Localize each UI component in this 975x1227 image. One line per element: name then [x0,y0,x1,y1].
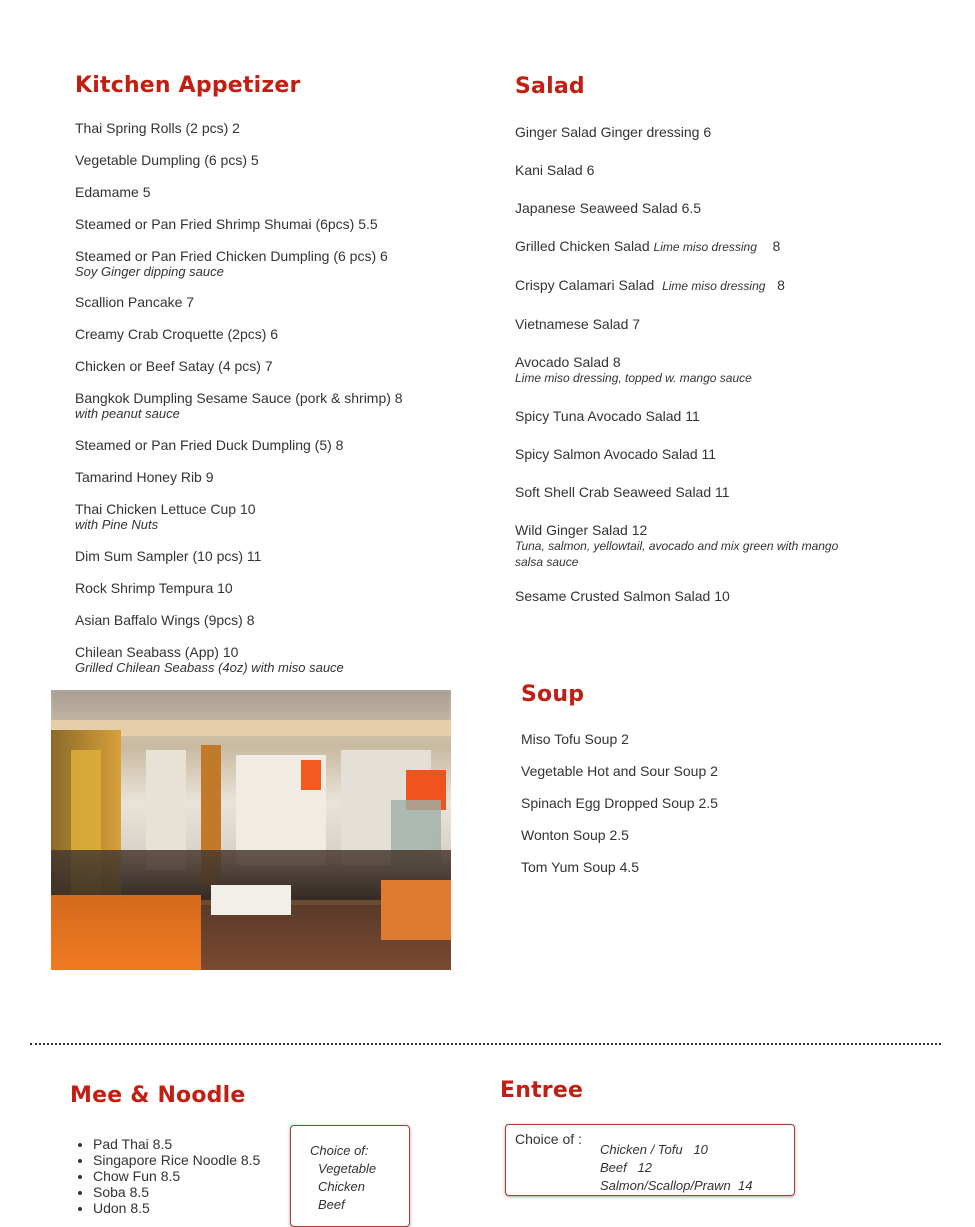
appetizer-item [75,184,150,200]
list-item: • Udon 8.5 [93,1200,260,1216]
item-note: Tuna, salmon, yellowtail, avocado and mix green with mango salsa sauce [515,539,839,569]
choice-label: Choice of: [310,1143,369,1158]
noodle-choice-box [290,1125,410,1227]
item-name: Tamarind Honey Rib 9 [75,469,214,485]
item-name: Thai Spring Rolls (2 pcs) 2 [75,120,240,136]
item-name: Dim Sum Sampler (10 pcs) 11 [75,548,262,564]
item-name: Grilled Chicken Salad [515,238,654,254]
item-name: Bangkok Dumpling Sesame Sauce (pork & shrimp) 8 [75,390,403,406]
item-name: Wild Ginger Salad 12 [515,522,648,538]
item-name: Steamed or Pan Fried Chicken Dumpling (6 pcs) 6 [75,248,388,264]
entree-heading: Entree [500,1078,584,1103]
soup-item: Spinach Egg Dropped Soup 2.5 [521,795,718,811]
list-item: • Soba 8.5 [93,1184,260,1200]
item-note: with peanut sauce [75,406,180,421]
item-name: Rock Shrimp Tempura 10 [75,580,233,596]
choice-option: Chicken [318,1179,365,1194]
list-item: • Singapore Rice Noodle 8.5 [93,1152,260,1168]
choice-option: Chicken / Tofu 10 [600,1142,708,1157]
appetizer-item [75,548,261,564]
choice-option: Salmon/Scallop/Prawn 14 [600,1178,753,1193]
appetizer-item [75,612,255,628]
item-name: Steamed or Pan Fried Duck Dumpling (5) 8 [75,437,344,453]
appetizer-heading: Kitchen Appetizer [75,73,301,98]
salad-item [515,354,855,386]
item-name: Spicy Salmon Avocado Salad 11 [515,446,717,462]
appetizer-item [75,644,344,675]
item-name: Spicy Tuna Avocado Salad 11 [515,408,700,424]
appetizer-item [75,437,343,453]
salad-item [515,277,785,294]
item-name: Edamame 5 [75,184,151,200]
item-price: 8 [756,238,781,254]
choice-option: Beef 12 [600,1160,653,1175]
soup-heading: Soup [521,682,585,707]
item-name: Creamy Crab Croquette (2pcs) 6 [75,326,279,342]
item-inline-note: Lime miso dressing [653,240,757,254]
item-inline-note: Lime miso dressing [662,279,766,293]
item-name: Crispy Calamari Salad [515,277,663,293]
item-note: Soy Ginger dipping sauce [75,264,224,279]
item-note: Grilled Chilean Seabass (4oz) with miso sauce [75,660,344,675]
item-note: with Pine Nuts [75,517,159,532]
appetizer-item [75,120,240,136]
choice-option: Vegetable [318,1161,377,1176]
list-item: • Chow Fun 8.5 [93,1168,260,1184]
salad-item [515,446,716,462]
item-name: Sesame Crusted Salmon Salad 10 [515,588,730,604]
salad-item [515,588,730,604]
item-name: Scallion Pancake 7 [75,294,195,310]
appetizer-item [75,152,259,168]
item-name: Vietnamese Salad 7 [515,316,641,332]
choice-label: Choice of : [515,1131,582,1147]
salad-heading: Salad [515,74,585,99]
appetizer-item [75,580,233,596]
item-name: Japanese Seaweed Salad 6.5 [515,200,702,216]
salad-item [515,522,855,570]
choice-option: Beef [318,1197,345,1212]
item-name: Vegetable Dumpling (6 pcs) 5 [75,152,259,168]
salad-item [515,162,594,178]
salad-item [515,238,780,255]
appetizer-item [75,390,403,421]
item-name: Soft Shell Crab Seaweed Salad 11 [515,484,730,500]
item-name: Asian Baffalo Wings (9pcs) 8 [75,612,255,628]
item-name: Chicken or Beef Satay (4 pcs) 7 [75,358,273,374]
noodle-heading: Mee & Noodle [70,1083,246,1108]
item-name: Ginger Salad Ginger dressing 6 [515,124,712,140]
appetizer-item [75,469,214,485]
appetizer-item [75,216,378,232]
item-name: Thai Chicken Lettuce Cup 10 [75,501,256,517]
item-name: Chilean Seabass (App) 10 [75,644,239,660]
appetizer-item [75,358,273,374]
appetizer-item [75,326,278,342]
item-name: Kani Salad 6 [515,162,595,178]
appetizer-item [75,248,388,279]
noodle-list [93,1136,260,1216]
salad-item [515,124,711,140]
list-item: • Pad Thai 8.5 [93,1136,260,1152]
soup-item: Wonton Soup 2.5 [521,827,629,843]
item-name: Steamed or Pan Fried Shrimp Shumai (6pcs) 5.5 [75,216,378,232]
item-name: Avocado Salad 8 [515,354,621,370]
appetizer-item [75,294,194,310]
restaurant-interior-photo [51,690,451,970]
appetizer-item [75,501,256,532]
item-note: Lime miso dressing, topped w. mango sauce [515,371,752,385]
entree-choice-box [505,1124,795,1196]
soup-item: Miso Tofu Soup 2 [521,731,629,747]
salad-item [515,484,730,500]
section-divider [30,1043,941,1045]
salad-item [515,200,701,216]
soup-item: Tom Yum Soup 4.5 [521,859,640,875]
salad-item [515,408,700,424]
soup-item: Vegetable Hot and Sour Soup 2 [521,763,718,779]
salad-item [515,316,640,332]
item-price: 8 [765,277,785,293]
